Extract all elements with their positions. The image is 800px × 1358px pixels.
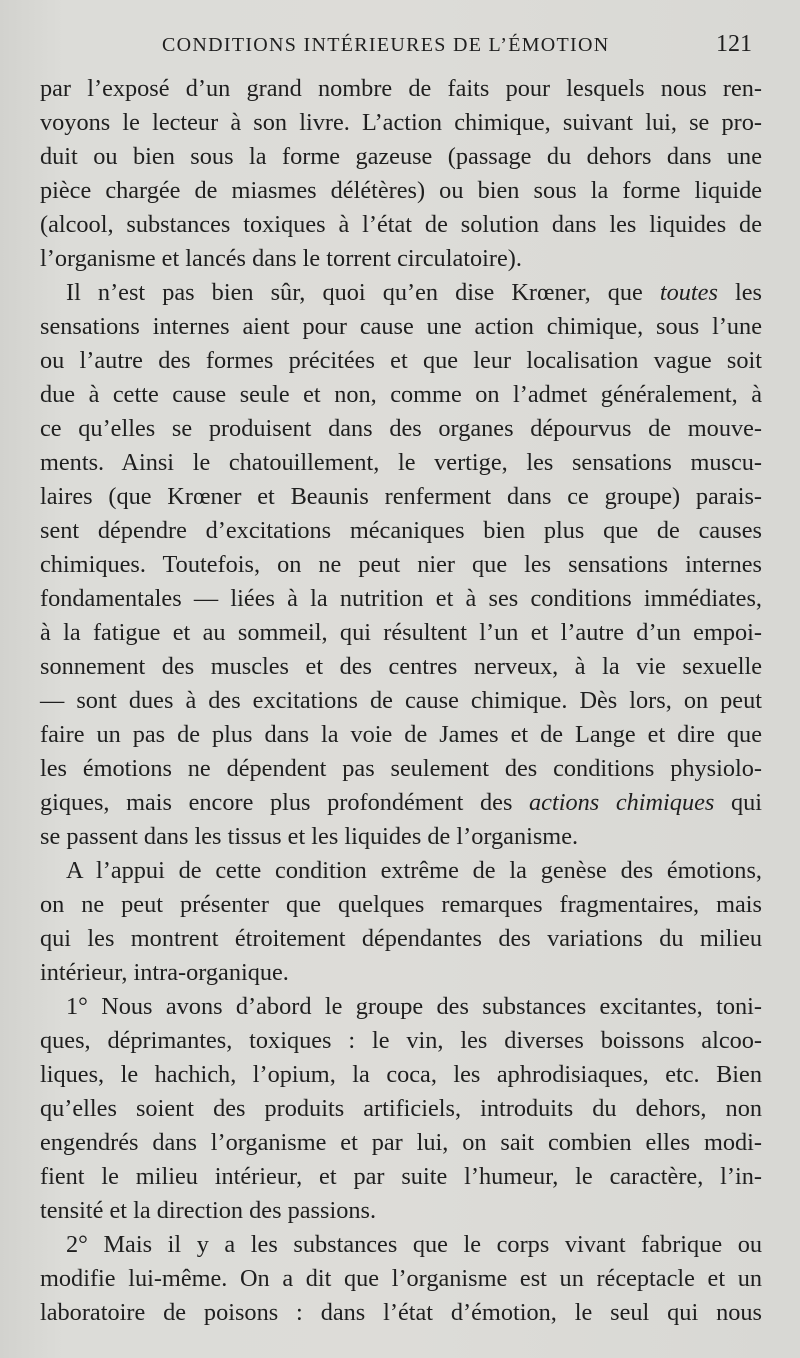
- text-line: ques, déprimantes, toxiques : le vin, les diverses boissons alcoo-: [40, 1027, 762, 1054]
- text-line: fondamentales — liées à la nutrition et à ses conditions immédiates,: [40, 585, 762, 612]
- text-line: 1° Nous avons d’abord le groupe des substances excitantes, toni-: [66, 993, 762, 1020]
- text-line: (alcool, substances toxiques à l’état de solution dans les liquides de: [40, 211, 762, 238]
- body-text: [40, 72, 762, 1330]
- page-number: 121: [716, 31, 752, 57]
- text-line: laires (que Krœner et Beaunis renferment dans ce groupe) parais-: [40, 483, 762, 510]
- text-line: ou l’autre des formes précitées et que leur localisation vague soit: [40, 347, 762, 374]
- text-line: A l’appui de cette condition extrême de la genèse des émotions,: [66, 857, 762, 884]
- text-line: ce qu’elles se produisent dans des organes dépourvus de mouve-: [40, 415, 762, 442]
- text-line: qui les montrent étroitement dépendantes des variations du milieu: [40, 925, 762, 952]
- text-line: laboratoire de poisons : dans l’état d’émotion, le seul qui nous: [40, 1299, 762, 1326]
- text-line: ments. Ainsi le chatouillement, le vertige, les sensations muscu-: [40, 449, 762, 476]
- running-head: [0, 31, 800, 64]
- text-line: par l’exposé d’un grand nombre de faits pour lesquels nous ren-: [40, 75, 762, 102]
- text-line: giques, mais encore plus profondément des actions chimiques qui: [40, 789, 763, 816]
- text-line: sent dépendre d’excitations mécaniques bien plus que de causes: [40, 517, 762, 544]
- text-line: duit ou bien sous la forme gazeuse (passage du dehors dans une: [40, 143, 762, 170]
- text-line: les émotions ne dépendent pas seulement des conditions physiolo-: [40, 755, 762, 782]
- text-line: qu’elles soient des produits artificiels, introduits du dehors, non: [40, 1095, 762, 1122]
- text-line: 2° Mais il y a les substances que le corps vivant fabrique ou: [66, 1231, 762, 1258]
- text-line: voyons le lecteur à son livre. L’action chimique, suivant lui, se pro-: [40, 109, 762, 136]
- text-line: pièce chargée de miasmes délétères) ou bien sous la forme liquide: [40, 177, 762, 204]
- text-line: Il n’est pas bien sûr, quoi qu’en dise Krœner, que toutes les: [66, 279, 762, 306]
- text-line: liques, le hachich, l’opium, la coca, les aphrodisiaques, etc. Bien: [40, 1061, 762, 1088]
- text-line: modifie lui-même. On a dit que l’organisme est un réceptacle et un: [40, 1265, 762, 1292]
- running-head-title: CONDITIONS INTÉRIEURES DE L’ÉMOTION: [162, 34, 610, 56]
- text-line: fient le milieu intérieur, et par suite l’humeur, le caractère, l’in-: [40, 1163, 762, 1190]
- text-line: se passent dans les tissus et les liquides de l’organisme.: [40, 823, 579, 850]
- text-line: engendrés dans l’organisme et par lui, on sait combien elles modi-: [40, 1129, 762, 1156]
- text-line: — sont dues à des excitations de cause chimique. Dès lors, on peut: [40, 687, 762, 714]
- text-line: l’organisme et lancés dans le torrent circulatoire).: [40, 245, 522, 272]
- text-line: faire un pas de plus dans la voie de James et de Lange et dire que: [40, 721, 762, 748]
- text-line: tensité et la direction des passions.: [40, 1197, 377, 1224]
- text-line: on ne peut présenter que quelques remarques fragmentaires, mais: [40, 891, 762, 918]
- text-line: chimiques. Toutefois, on ne peut nier que les sensations internes: [40, 551, 762, 578]
- text-line: sonnement des muscles et des centres nerveux, à la vie sexuelle: [40, 653, 762, 680]
- text-line: sensations internes aient pour cause une action chimique, sous l’une: [40, 313, 762, 340]
- text-line: à la fatigue et au sommeil, qui résultent l’un et l’autre d’un empoi-: [40, 619, 762, 646]
- text-line: intérieur, intra-organique.: [40, 959, 289, 986]
- text-line: due à cette cause seule et non, comme on l’admet généralement, à: [40, 381, 762, 408]
